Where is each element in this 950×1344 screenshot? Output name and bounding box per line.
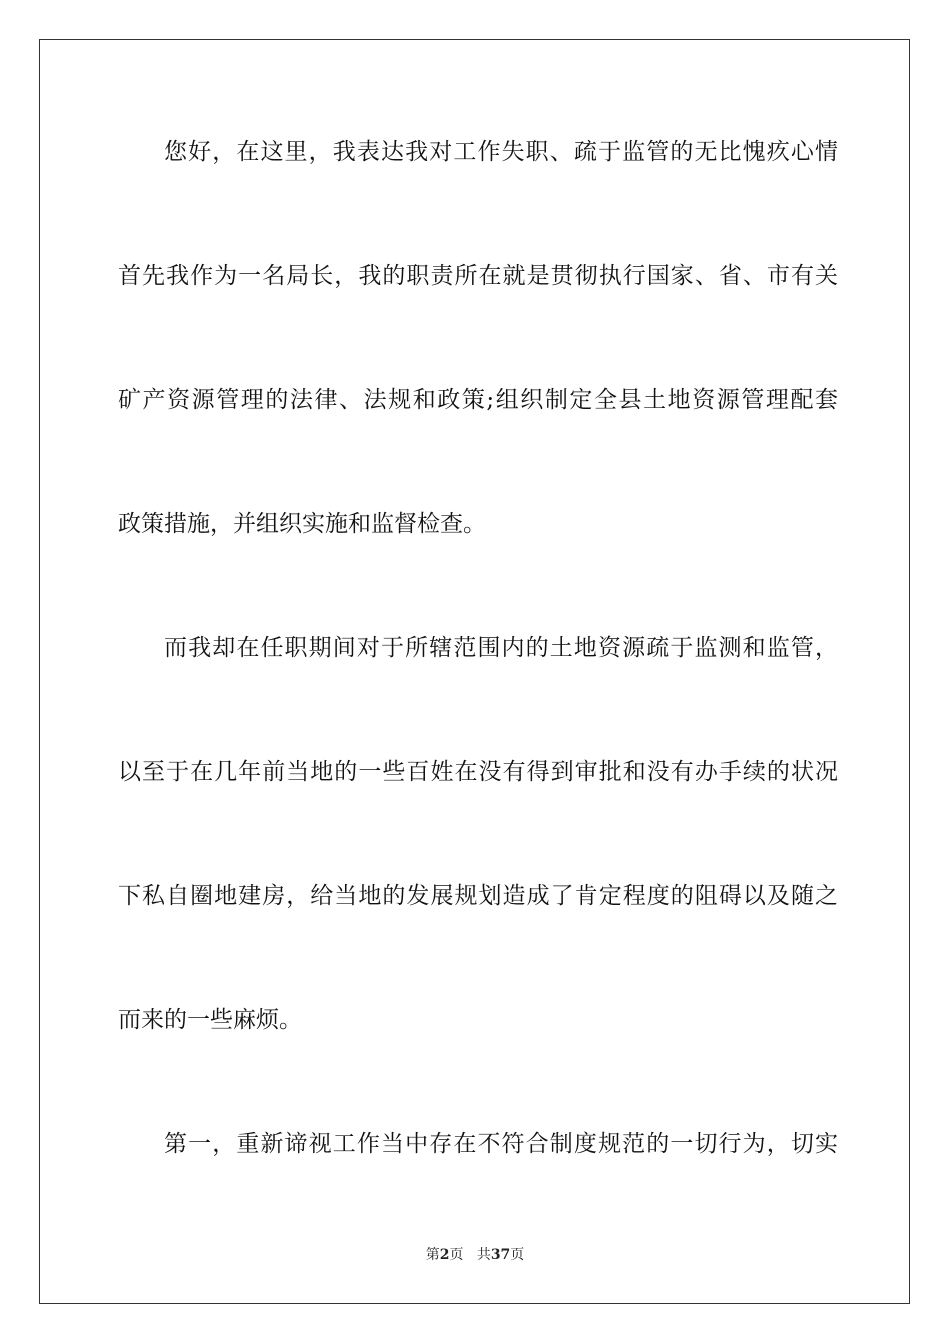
paragraph-line-1: 您好，在这里，我表达我对工作失职、疏于监管的无比愧疚心情 (164, 139, 838, 165)
paragraph-line-6: 以至于在几年前当地的一些百姓在没有得到审批和没有办手续的状况 (118, 759, 838, 785)
paragraph-line-5: 而我却在任职期间对于所辖范围内的土地资源疏于监测和监管， (164, 635, 838, 661)
paragraph-line-2: 首先我作为一名局长，我的职责所在就是贯彻执行国家、省、市有关 (118, 263, 838, 289)
page-footer (0, 1246, 950, 1264)
total-prefix: 共 (476, 1247, 491, 1263)
page-prefix: 第 (425, 1247, 440, 1263)
page-number: 2 (439, 1247, 450, 1263)
paragraph-line-4: 政策措施，并组织实施和监督检查。 (118, 511, 486, 537)
paragraph-line-8: 而来的一些麻烦。 (118, 1007, 302, 1033)
total-pages: 37 (490, 1247, 511, 1263)
paragraph-line-9: 第一，重新谛视工作当中存在不符合制度规范的一切行为，切实 (164, 1131, 838, 1157)
page-suffix: 页 (449, 1247, 464, 1263)
total-suffix: 页 (510, 1247, 525, 1263)
paragraph-line-3: 矿产资源管理的法律、法规和政策;组织制定全县土地资源管理配套 (118, 387, 838, 413)
page-border (39, 39, 910, 1304)
paragraph-line-7: 下私自圈地建房，给当地的发展规划造成了肯定程度的阻碍以及随之 (118, 883, 838, 909)
